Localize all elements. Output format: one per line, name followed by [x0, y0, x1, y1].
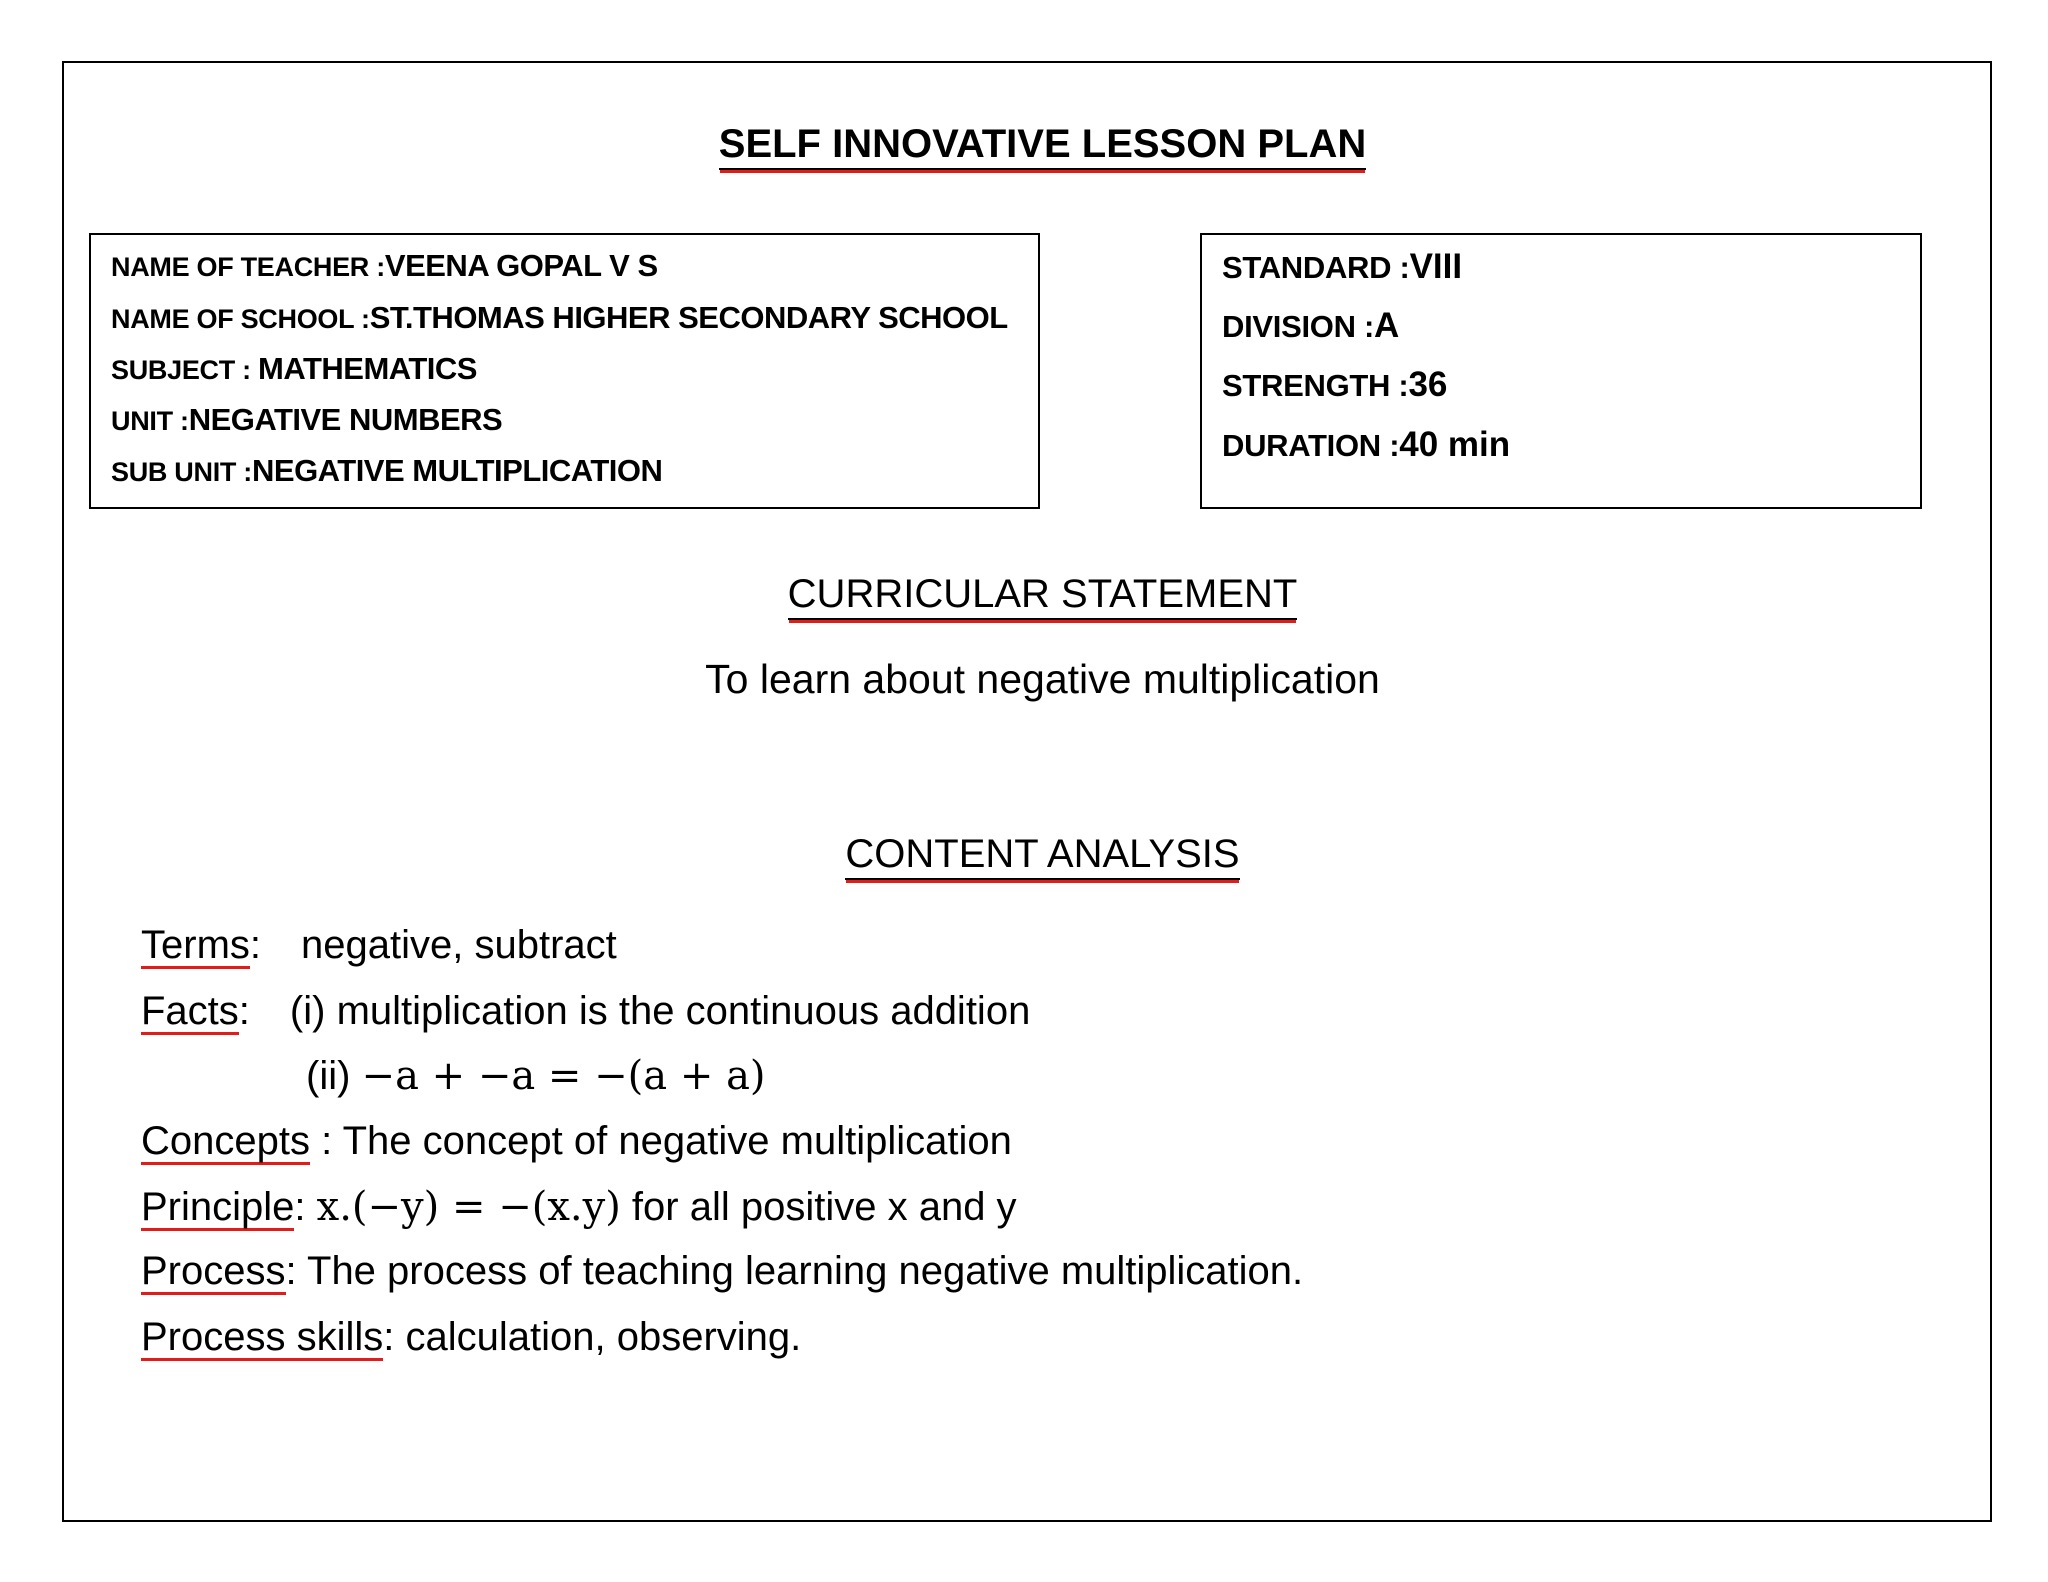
concepts-value: : The concept of negative multiplication — [309, 1119, 1012, 1163]
teacher-row — [111, 248, 658, 284]
process-value: : The process of teaching learning negative multiplication. — [285, 1249, 1304, 1293]
process-skills-line — [141, 1315, 801, 1361]
strength-row — [1222, 365, 1447, 405]
subunit-label: SUB UNIT : — [111, 457, 252, 487]
curricular-statement: To learn about negative multiplication — [705, 656, 1380, 702]
division-value: A — [1374, 306, 1400, 345]
subunit-row — [111, 453, 662, 489]
terms-value: negative, subtract — [301, 923, 617, 967]
concepts-line — [141, 1119, 1012, 1165]
teacher-value: VEENA GOPAL V S — [384, 248, 658, 283]
teacher-label: NAME OF TEACHER : — [111, 252, 385, 282]
concepts-label: Concepts — [141, 1119, 310, 1163]
facts-line — [141, 989, 1030, 1035]
unit-value: NEGATIVE NUMBERS — [188, 402, 503, 437]
duration-label: DURATION : — [1222, 428, 1400, 463]
process-skills-label: Process skills — [141, 1315, 384, 1359]
process-skills-value: : calculation, observing. — [383, 1315, 802, 1359]
strength-value: 36 — [1408, 365, 1448, 404]
duration-value: 40 min — [1399, 425, 1511, 464]
facts-label: Facts — [141, 989, 239, 1033]
content-analysis-heading: CONTENT ANALYSIS — [0, 832, 2048, 880]
duration-row — [1222, 425, 1510, 465]
strength-label: STRENGTH : — [1222, 368, 1409, 403]
subject-value: MATHEMATICS — [258, 351, 477, 386]
division-row — [1222, 306, 1399, 346]
principle-line — [141, 1184, 1017, 1231]
division-label: DIVISION : — [1222, 309, 1375, 344]
terms-line — [141, 923, 617, 969]
page-title: SELF INNOVATIVE LESSON PLAN — [0, 122, 2048, 170]
subject-row — [111, 351, 477, 387]
principle-sep: : — [294, 1185, 306, 1229]
standard-label: STANDARD : — [1222, 250, 1410, 285]
subject-label: SUBJECT : — [111, 355, 259, 385]
standard-value: VIII — [1409, 247, 1463, 286]
terms-sep: : — [249, 923, 262, 967]
class-info-box — [1200, 233, 1922, 509]
subunit-value: NEGATIVE MULTIPLICATION — [252, 453, 663, 488]
principle-value: for all positive x and y — [631, 1185, 1017, 1229]
facts-sep: : — [238, 989, 250, 1033]
fact-1: (i) multiplication is the continuous addition — [289, 989, 1031, 1033]
terms-label: Terms — [141, 923, 250, 967]
school-label: NAME OF SCHOOL : — [111, 304, 370, 334]
school-value: ST.THOMAS HIGHER SECONDARY SCHOOL — [369, 300, 1008, 335]
teacher-info-box — [89, 233, 1040, 509]
fact-2-prefix: (ii) — [306, 1054, 351, 1098]
process-label: Process — [141, 1249, 286, 1293]
unit-label: UNIT : — [111, 406, 189, 436]
principle-label: Principle — [141, 1185, 295, 1229]
fact-2-line — [306, 1053, 766, 1099]
fact-2-formula: −a + −a = −(a + a) — [361, 1053, 766, 1099]
standard-row — [1222, 247, 1462, 287]
principle-formula: x.(−y) = −(x.y) — [316, 1184, 621, 1230]
curricular-heading: CURRICULAR STATEMENT — [0, 572, 2048, 620]
process-line — [141, 1249, 1303, 1295]
school-row — [111, 300, 1008, 336]
unit-row — [111, 402, 502, 438]
